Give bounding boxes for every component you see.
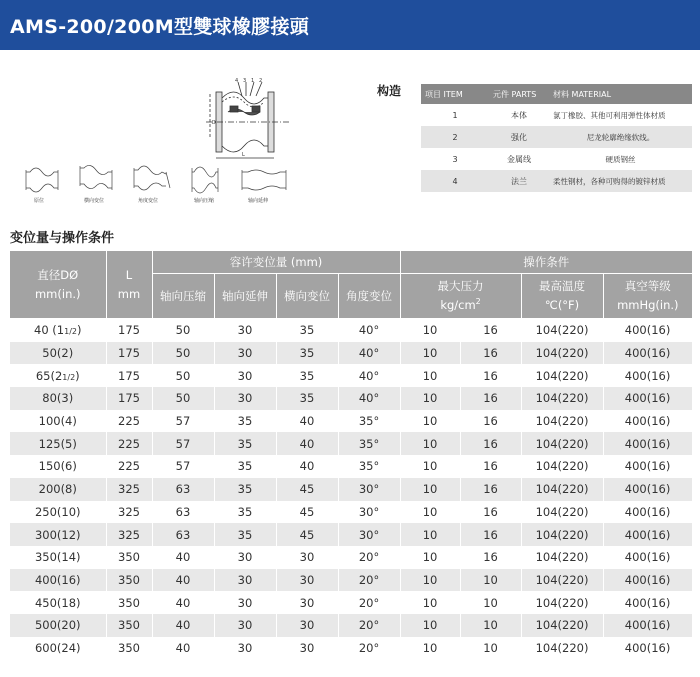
- angular-cell: 30°: [338, 523, 400, 546]
- joint-drawing: [16, 76, 316, 206]
- axial-extension-cell: 30: [214, 319, 276, 342]
- sketch-angular: [134, 166, 170, 190]
- diameter-close: ): [75, 368, 80, 383]
- pressure-cell-1: 10: [400, 364, 460, 387]
- header-pressure-label: 最大压力: [437, 279, 484, 293]
- table-row: [10, 387, 692, 410]
- header-pressure-unit: kg/cm: [440, 298, 476, 312]
- length-cell: 325: [106, 523, 152, 546]
- axial-extension-cell: 30: [214, 637, 276, 660]
- pressure-cell-2: 16: [460, 342, 521, 365]
- caption-lateral: 横向变位: [84, 198, 105, 204]
- pressure-cell-1: 10: [400, 478, 460, 501]
- pressure-cell-1: 10: [400, 319, 460, 342]
- lateral-cell: 35: [276, 364, 338, 387]
- vacuum-cell: 400(16): [603, 569, 692, 592]
- label-l: L: [242, 152, 245, 158]
- temperature-cell: 104(220): [521, 342, 603, 365]
- axial-compression-cell: 63: [152, 478, 214, 501]
- callout-2: 2: [259, 78, 263, 84]
- length-cell: 175: [106, 342, 152, 365]
- pressure-cell-1: 10: [400, 455, 460, 478]
- axial-compression-cell: 50: [152, 319, 214, 342]
- length-cell: 350: [106, 569, 152, 592]
- header-angular: 角度变位: [338, 274, 400, 319]
- temperature-cell: 104(220): [521, 637, 603, 660]
- pressure-cell-1: 10: [400, 387, 460, 410]
- lateral-cell: 45: [276, 501, 338, 524]
- diameter-value: 150(6): [38, 459, 77, 474]
- lateral-cell: 40: [276, 410, 338, 433]
- diameter-cell: [10, 546, 106, 569]
- vacuum-cell: 400(16): [603, 501, 692, 524]
- header-axial-extension: 轴向延伸: [214, 274, 276, 319]
- axial-extension-cell: 35: [214, 455, 276, 478]
- header-length-unit: mm: [117, 286, 141, 301]
- pressure-cell-2: 16: [460, 478, 521, 501]
- lateral-cell: 30: [276, 569, 338, 592]
- header-temperature: [521, 274, 603, 319]
- diameter-cell: [10, 387, 106, 410]
- pressure-cell-2: 16: [460, 410, 521, 433]
- parts-material: 柔性钢材，各种可购得的镀锌材质: [549, 170, 692, 192]
- pressure-cell-2: 16: [460, 546, 521, 569]
- axial-compression-cell: 40: [152, 569, 214, 592]
- lateral-cell: 35: [276, 342, 338, 365]
- axial-compression-cell: 57: [152, 432, 214, 455]
- header-vacuum: [603, 274, 692, 319]
- parts-item: 4: [421, 170, 489, 192]
- table-row: [10, 637, 692, 660]
- header-pressure: [400, 274, 521, 319]
- temperature-cell: 104(220): [521, 569, 603, 592]
- callout-1: 1: [251, 78, 255, 84]
- diameter-value: 400(16): [34, 572, 81, 587]
- header-length: [106, 251, 152, 319]
- angular-cell: 35°: [338, 455, 400, 478]
- parts-header-row: [421, 84, 692, 104]
- parts-material: 尼龙轮廓绝缘软线。: [549, 126, 692, 148]
- temperature-cell: 104(220): [521, 364, 603, 387]
- header-vacuum-label: 真空等级: [624, 279, 671, 293]
- parts-header-item: 项目 ITEM: [421, 84, 489, 104]
- sketch-compression: [192, 167, 218, 193]
- diameter-value: 100(4): [38, 414, 77, 429]
- vacuum-cell: 400(16): [603, 523, 692, 546]
- vacuum-cell: 400(16): [603, 637, 692, 660]
- lateral-cell: 35: [276, 387, 338, 410]
- header-pressure-sup: 2: [475, 297, 481, 307]
- angular-cell: 20°: [338, 591, 400, 614]
- structure-label: 构造: [377, 84, 402, 98]
- callout-3: 3: [243, 78, 247, 84]
- table-row: [10, 478, 692, 501]
- lateral-cell: 30: [276, 546, 338, 569]
- vacuum-cell: 400(16): [603, 455, 692, 478]
- table-row: [10, 319, 692, 342]
- axial-compression-cell: 40: [152, 637, 214, 660]
- angular-cell: 20°: [338, 546, 400, 569]
- parts-row: [421, 170, 692, 192]
- axial-extension-cell: 30: [214, 387, 276, 410]
- diameter-fraction: 1/2: [62, 372, 76, 382]
- pressure-cell-2: 16: [460, 523, 521, 546]
- angular-cell: 40°: [338, 364, 400, 387]
- axial-extension-cell: 30: [214, 569, 276, 592]
- length-cell: 350: [106, 546, 152, 569]
- angular-cell: 20°: [338, 637, 400, 660]
- vacuum-cell: 400(16): [603, 319, 692, 342]
- pressure-cell-2: 10: [460, 614, 521, 637]
- axial-extension-cell: 30: [214, 591, 276, 614]
- table-row: [10, 455, 692, 478]
- lateral-cell: 40: [276, 432, 338, 455]
- length-cell: 175: [106, 364, 152, 387]
- parts-row: [421, 126, 692, 148]
- pressure-cell-1: 10: [400, 501, 460, 524]
- parts-part: 法兰: [489, 170, 549, 192]
- pressure-cell-1: 10: [400, 342, 460, 365]
- lateral-cell: 30: [276, 614, 338, 637]
- axial-extension-cell: 30: [214, 546, 276, 569]
- angular-cell: 20°: [338, 614, 400, 637]
- table-row: [10, 432, 692, 455]
- length-cell: 175: [106, 319, 152, 342]
- angular-cell: 20°: [338, 569, 400, 592]
- axial-extension-cell: 35: [214, 410, 276, 433]
- header-temperature-label: 最高温度: [539, 279, 586, 293]
- pressure-cell-1: 10: [400, 546, 460, 569]
- section-title: 变位量与操作条件: [10, 231, 115, 246]
- temperature-cell: 104(220): [521, 523, 603, 546]
- parts-part: 本体: [511, 110, 527, 120]
- length-cell: 350: [106, 591, 152, 614]
- header-axial-compression: 轴向压缩: [152, 274, 214, 319]
- table-row: [10, 523, 692, 546]
- header-length-label: L: [125, 267, 133, 282]
- diameter-cell: [10, 501, 106, 524]
- header-operating: 操作条件: [400, 251, 692, 274]
- header-diameter-label: 直径DØ: [37, 267, 79, 282]
- temperature-cell: 104(220): [521, 432, 603, 455]
- axial-compression-cell: 63: [152, 501, 214, 524]
- label-d: D: [212, 120, 216, 126]
- axial-extension-cell: 35: [214, 501, 276, 524]
- axial-compression-cell: 50: [152, 364, 214, 387]
- vacuum-cell: 400(16): [603, 387, 692, 410]
- header-diameter: [10, 251, 106, 319]
- pressure-cell-2: 16: [460, 364, 521, 387]
- header-lateral: 横向变位: [276, 274, 338, 319]
- diameter-cell: [10, 614, 106, 637]
- vacuum-cell: 400(16): [603, 614, 692, 637]
- diameter-cell: [10, 523, 106, 546]
- angular-cell: 40°: [338, 319, 400, 342]
- cross-section-drawing: [206, 82, 291, 158]
- axial-extension-cell: 35: [214, 523, 276, 546]
- temperature-cell: 104(220): [521, 455, 603, 478]
- diameter-value: 500(20): [34, 618, 81, 633]
- axial-extension-cell: 30: [214, 614, 276, 637]
- sketch-lateral: [80, 165, 112, 190]
- diameter-value: 250(10): [34, 504, 81, 519]
- header-temperature-unit: ℃(°F): [544, 298, 580, 312]
- pressure-cell-2: 16: [460, 319, 521, 342]
- diameter-value: 300(12): [34, 527, 81, 542]
- pressure-cell-2: 10: [460, 637, 521, 660]
- table-row: [10, 364, 692, 387]
- angular-cell: 35°: [338, 432, 400, 455]
- parts-part: 金属线: [507, 154, 531, 164]
- spec-table: [10, 251, 693, 659]
- lateral-cell: 30: [276, 637, 338, 660]
- pressure-cell-2: 10: [460, 569, 521, 592]
- temperature-cell: 104(220): [521, 387, 603, 410]
- diameter-value: 80(3): [42, 391, 74, 406]
- parts-header-material: 材料 MATERIAL: [549, 84, 692, 104]
- length-cell: 350: [106, 637, 152, 660]
- parts-part: 强化: [489, 126, 549, 148]
- pressure-cell-1: 10: [400, 410, 460, 433]
- length-cell: 350: [106, 614, 152, 637]
- temperature-cell: 104(220): [521, 591, 603, 614]
- vacuum-cell: 400(16): [603, 478, 692, 501]
- length-cell: 225: [106, 410, 152, 433]
- parts-table: [421, 84, 692, 192]
- pressure-cell-1: 10: [400, 523, 460, 546]
- diameter-value: 50(2): [42, 346, 74, 361]
- vacuum-cell: 400(16): [603, 432, 692, 455]
- diameter-value: 125(5): [38, 436, 77, 451]
- axial-compression-cell: 50: [152, 342, 214, 365]
- angular-cell: 30°: [338, 478, 400, 501]
- table-row: [10, 569, 692, 592]
- axial-compression-cell: 63: [152, 523, 214, 546]
- pressure-cell-1: 10: [400, 432, 460, 455]
- axial-compression-cell: 57: [152, 455, 214, 478]
- sketch-extension: [242, 170, 286, 190]
- length-cell: 225: [106, 455, 152, 478]
- axial-extension-cell: 30: [214, 342, 276, 365]
- pressure-cell-2: 16: [460, 455, 521, 478]
- temperature-cell: 104(220): [521, 614, 603, 637]
- diameter-value: 350(14): [34, 550, 81, 565]
- diameter-fraction: 1/2: [64, 327, 77, 337]
- header-vacuum-unit: mmHg(in.): [617, 298, 679, 312]
- lateral-cell: 45: [276, 478, 338, 501]
- vacuum-cell: 400(16): [603, 546, 692, 569]
- diameter-value: 450(18): [34, 595, 81, 610]
- vacuum-cell: 400(16): [603, 342, 692, 365]
- lateral-cell: 35: [276, 319, 338, 342]
- length-cell: 325: [106, 501, 152, 524]
- temperature-cell: 104(220): [521, 478, 603, 501]
- diameter-cell: [10, 591, 106, 614]
- diameter-cell: [10, 569, 106, 592]
- temperature-cell: 104(220): [521, 546, 603, 569]
- axial-extension-cell: 35: [214, 478, 276, 501]
- diameter-cell: [10, 432, 106, 455]
- lateral-cell: 40: [276, 455, 338, 478]
- page-title: AMS-200/200M型雙球橡膠接頭: [10, 16, 310, 38]
- pressure-cell-2: 10: [460, 591, 521, 614]
- parts-material: 氯丁橡胶、其他可利用弹性体材质: [553, 110, 666, 120]
- axial-compression-cell: 40: [152, 546, 214, 569]
- diameter-close: ): [76, 323, 82, 338]
- table-row: [10, 501, 692, 524]
- parts-item: 1: [452, 110, 458, 120]
- diameter-value: 40 (1: [34, 323, 65, 338]
- temperature-cell: 104(220): [521, 501, 603, 524]
- header-diameter-unit: mm(in.): [34, 286, 81, 301]
- spec-table-body: [10, 319, 692, 660]
- angular-cell: 30°: [338, 501, 400, 524]
- lateral-cell: 45: [276, 523, 338, 546]
- vacuum-cell: 400(16): [603, 364, 692, 387]
- joint-diagram: [16, 76, 316, 206]
- diameter-cell: [10, 410, 106, 433]
- pressure-cell-2: 16: [460, 432, 521, 455]
- angular-cell: 40°: [338, 342, 400, 365]
- length-cell: 175: [106, 387, 152, 410]
- diameter-cell: [10, 319, 106, 342]
- vacuum-cell: 400(16): [603, 410, 692, 433]
- table-row: [10, 614, 692, 637]
- axial-compression-cell: 57: [152, 410, 214, 433]
- header-row-1: [10, 251, 692, 274]
- parts-header-part: 元件 PARTS: [489, 84, 549, 104]
- angular-cell: 40°: [338, 387, 400, 410]
- temperature-cell: 104(220): [521, 319, 603, 342]
- diameter-value: 65(2: [35, 368, 63, 383]
- table-row: [10, 342, 692, 365]
- axial-extension-cell: 30: [214, 364, 276, 387]
- parts-item: 2: [421, 126, 489, 148]
- header-displacement: 容许变位量 (mm): [152, 251, 400, 274]
- pressure-cell-1: 10: [400, 637, 460, 660]
- diameter-cell: [10, 342, 106, 365]
- pressure-cell-1: 10: [400, 614, 460, 637]
- angular-cell: 35°: [338, 410, 400, 433]
- temperature-cell: 104(220): [521, 410, 603, 433]
- parts-row: [421, 148, 692, 170]
- pressure-cell-2: 16: [460, 387, 521, 410]
- callout-4: 4: [235, 78, 239, 84]
- axial-compression-cell: 40: [152, 591, 214, 614]
- diameter-cell: [10, 455, 106, 478]
- length-cell: 325: [106, 478, 152, 501]
- diameter-cell: [10, 478, 106, 501]
- vacuum-cell: 400(16): [603, 591, 692, 614]
- diameter-value: 600(24): [34, 640, 81, 655]
- pressure-cell-1: 10: [400, 591, 460, 614]
- axial-extension-cell: 35: [214, 432, 276, 455]
- parts-row: [421, 104, 692, 126]
- sketch-original: [26, 168, 58, 192]
- diameter-value: 200(8): [38, 482, 77, 497]
- lateral-cell: 30: [276, 591, 338, 614]
- diameter-cell: [10, 637, 106, 660]
- axial-compression-cell: 50: [152, 387, 214, 410]
- parts-item: 3: [452, 154, 458, 164]
- caption-extension: 轴向延伸: [248, 198, 269, 204]
- pressure-cell-2: 16: [460, 501, 521, 524]
- table-row: [10, 546, 692, 569]
- caption-original: 原位: [34, 198, 45, 204]
- page-header: [0, 0, 700, 50]
- table-row: [10, 410, 692, 433]
- caption-compression: 轴向压缩: [194, 198, 215, 204]
- parts-material: 硬质钢丝: [605, 154, 636, 164]
- pressure-cell-1: 10: [400, 569, 460, 592]
- table-row: [10, 591, 692, 614]
- length-cell: 225: [106, 432, 152, 455]
- caption-angular: 角度变位: [138, 198, 159, 204]
- axial-compression-cell: 40: [152, 614, 214, 637]
- diameter-cell: [10, 364, 106, 387]
